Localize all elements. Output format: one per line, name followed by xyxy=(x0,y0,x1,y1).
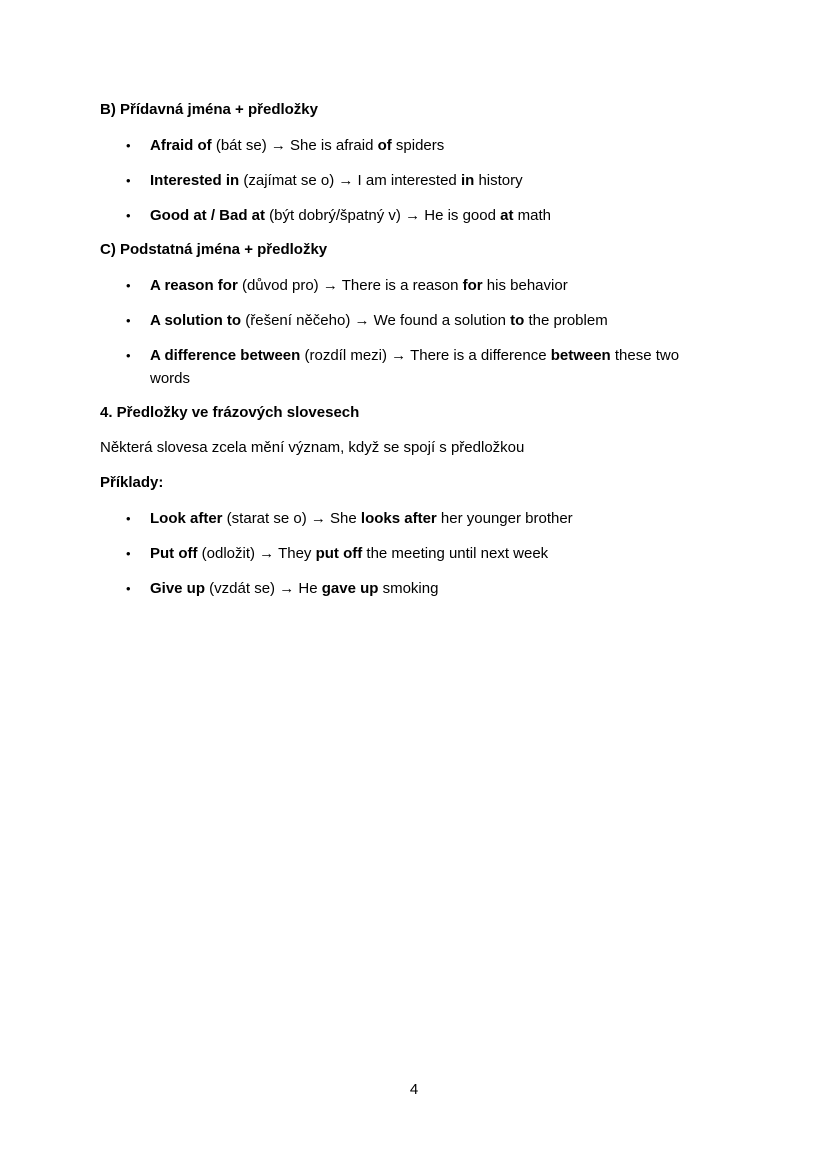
item-focus: between xyxy=(550,347,611,364)
item-tail: math xyxy=(513,207,551,224)
section-4-heading: 4. Předložky ve frázových slovesech xyxy=(100,404,360,421)
bullet-icon: • xyxy=(126,173,131,188)
item-term: Interested in xyxy=(150,172,240,189)
item-focus: in xyxy=(460,172,475,189)
item-focus: looks after xyxy=(360,510,437,527)
item-term: A difference between xyxy=(150,347,301,364)
item-focus: gave up xyxy=(321,580,379,597)
item-gloss: (rozdíl mezi) → There is a difference xyxy=(300,347,551,364)
list-item xyxy=(100,274,720,297)
examples-label: Příklady: xyxy=(100,474,164,491)
item-tail: the problem xyxy=(524,312,608,329)
list-item xyxy=(100,577,720,600)
item-term: Look after xyxy=(150,510,223,527)
item-gloss: (starat se o) → She xyxy=(222,510,361,527)
bullet-icon: • xyxy=(126,348,131,363)
bullet-icon: • xyxy=(126,511,131,526)
document-page-content xyxy=(100,99,720,612)
item-focus: put off xyxy=(315,545,363,562)
bullet-icon: • xyxy=(126,208,131,223)
item-tail: these two words xyxy=(150,347,680,387)
section-b-list xyxy=(100,134,720,227)
item-gloss: (řešení něčeho) → We found a solution xyxy=(241,312,511,329)
section-b-heading: B) Přídavná jména + předložky xyxy=(100,101,318,118)
list-item xyxy=(100,542,720,565)
list-item xyxy=(100,344,720,390)
item-gloss: (odložit) → They xyxy=(197,545,316,562)
item-gloss: (vzdát se) → He xyxy=(205,580,322,597)
section-c-heading: C) Podstatná jména + předložky xyxy=(100,241,328,258)
list-item xyxy=(100,169,720,192)
item-tail: history xyxy=(474,172,523,189)
section-4-list xyxy=(100,507,720,600)
list-item xyxy=(100,507,720,530)
item-term: A reason for xyxy=(150,277,238,294)
bullet-icon: • xyxy=(126,313,131,328)
item-tail: his behavior xyxy=(482,277,568,294)
item-focus: to xyxy=(510,312,525,329)
page-number: 4 xyxy=(409,1081,419,1098)
section-4-intro: Některá slovesa zcela mění význam, když se spojí s předložkou xyxy=(100,439,525,456)
item-term: Put off xyxy=(150,545,198,562)
bullet-icon: • xyxy=(126,546,131,561)
bullet-icon: • xyxy=(126,278,131,293)
item-gloss: (důvod pro) → There is a reason xyxy=(237,277,463,294)
item-gloss: (být dobrý/špatný v) → He is good xyxy=(265,207,501,224)
item-gloss: (zajímat se o) → I am interested xyxy=(239,172,461,189)
item-term: Give up xyxy=(150,580,206,597)
section-c-list xyxy=(100,274,720,390)
item-gloss: (bát se) → She is afraid xyxy=(211,137,378,154)
bullet-icon: • xyxy=(126,581,131,596)
item-term: Good at / Bad at xyxy=(150,207,266,224)
item-term: A solution to xyxy=(150,312,242,329)
item-tail: the meeting until next week xyxy=(362,545,549,562)
list-item xyxy=(100,309,720,332)
item-tail: smoking xyxy=(378,580,439,597)
item-tail: her younger brother xyxy=(436,510,573,527)
list-item xyxy=(100,204,720,227)
item-tail: spiders xyxy=(391,137,445,154)
item-term: Afraid of xyxy=(150,137,212,154)
item-focus: at xyxy=(500,207,514,224)
bullet-icon: • xyxy=(126,138,131,153)
item-focus: of xyxy=(377,137,392,154)
list-item xyxy=(100,134,720,157)
item-focus: for xyxy=(462,277,483,294)
